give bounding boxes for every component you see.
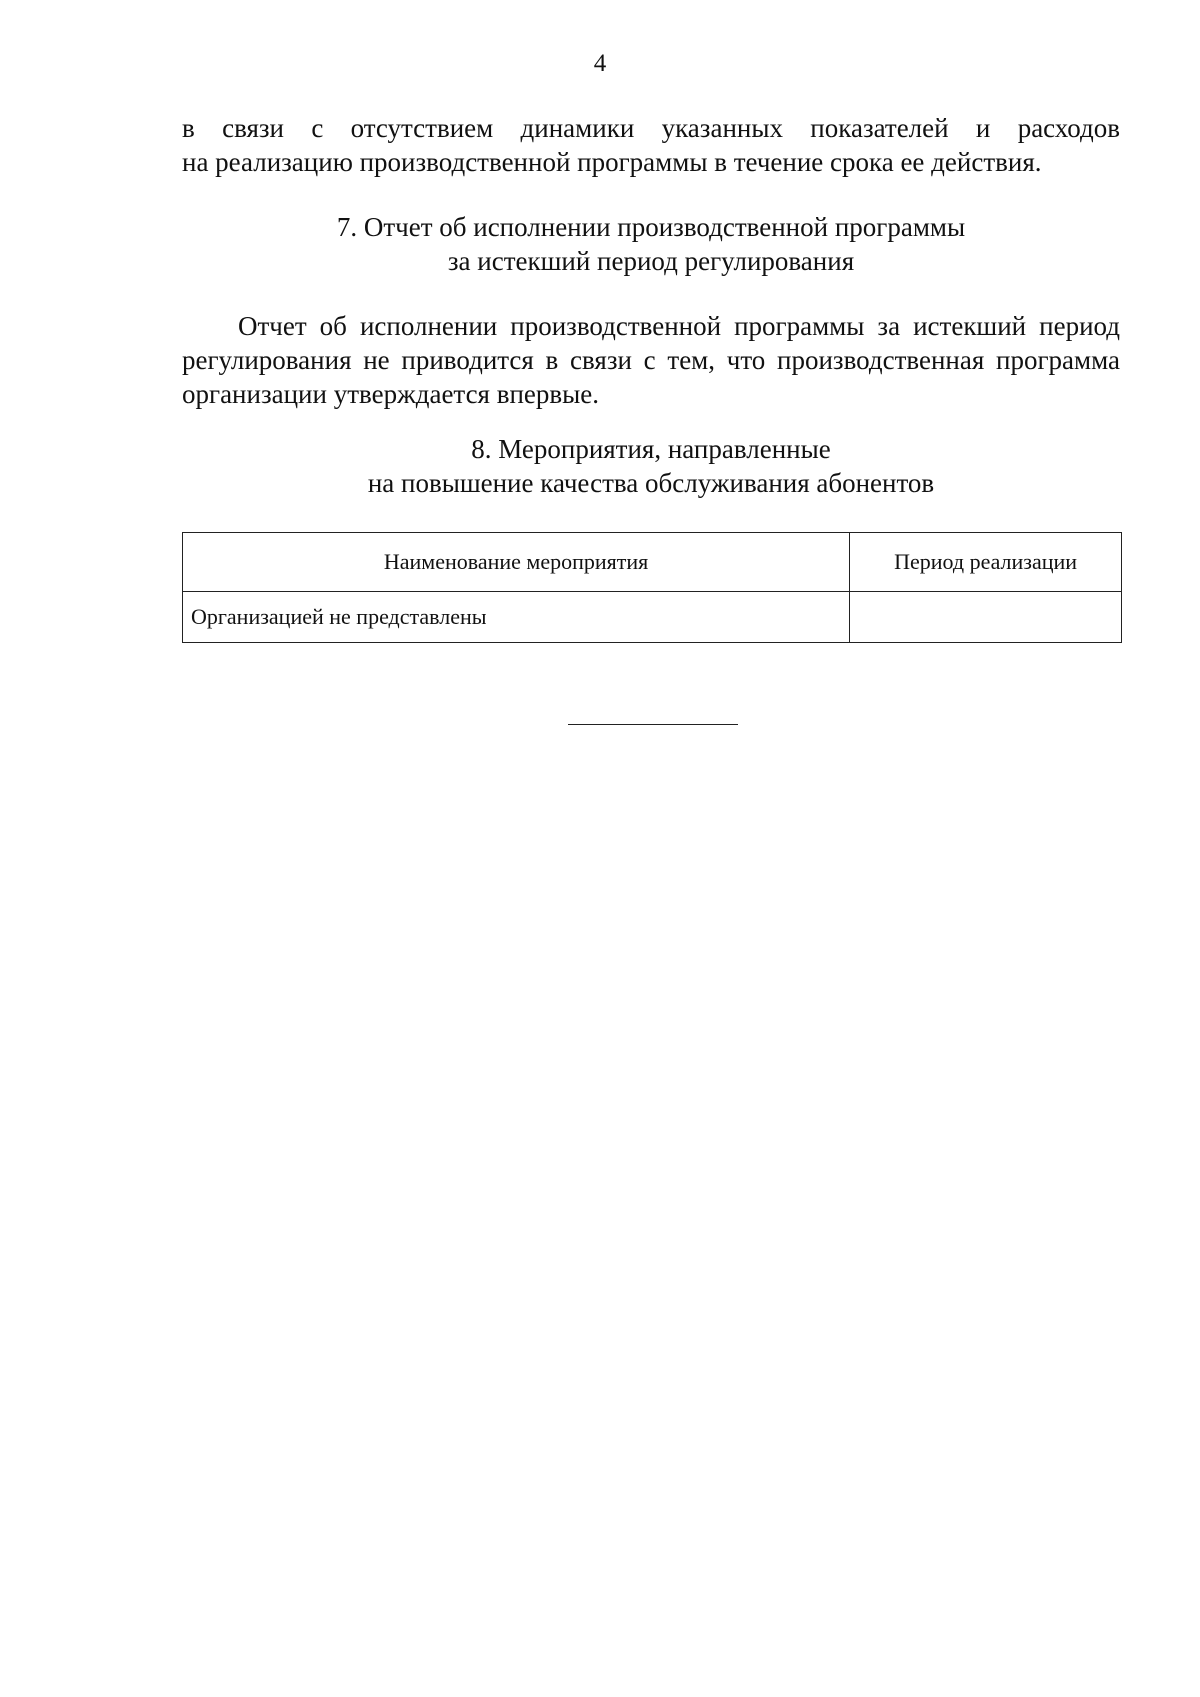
events-table <box>182 532 1122 643</box>
table-row <box>183 592 1122 643</box>
section-7-line: организации утверждается впервые. <box>182 379 600 409</box>
section-7-heading <box>182 210 1120 278</box>
section-7-paragraph <box>182 309 1120 411</box>
intro-line: на реализацию производственной программы в течение срока ее действия. <box>182 147 1042 177</box>
table-cell-name: Организацией не представлены <box>183 592 850 643</box>
section-7-line: Отчет об исполнении производственной программы за истекший период <box>238 311 1120 341</box>
intro-paragraph <box>182 111 1120 179</box>
section-7-line: регулирования не приводится в связи с тем, что производственная программа <box>182 345 1120 375</box>
section-8-title-line: на повышение качества обслуживания абонентов <box>367 468 935 498</box>
end-of-document-rule <box>568 724 738 725</box>
column-header-name: Наименование мероприятия <box>183 533 850 592</box>
table-cell-period <box>850 592 1122 643</box>
section-8-title-line: 8. Мероприятия, направленные <box>471 434 831 464</box>
table-header-row <box>183 533 1122 592</box>
intro-line: в связи с отсутствием динамики указанных показателей и расходов <box>182 113 1120 143</box>
section-7-title-line: за истекший период регулирования <box>447 246 855 276</box>
section-8-heading <box>182 432 1120 500</box>
column-header-period: Период реализации <box>850 533 1122 592</box>
section-7-title-line: 7. Отчет об исполнении производственной программы <box>336 212 966 242</box>
page-number: 4 <box>593 50 607 77</box>
